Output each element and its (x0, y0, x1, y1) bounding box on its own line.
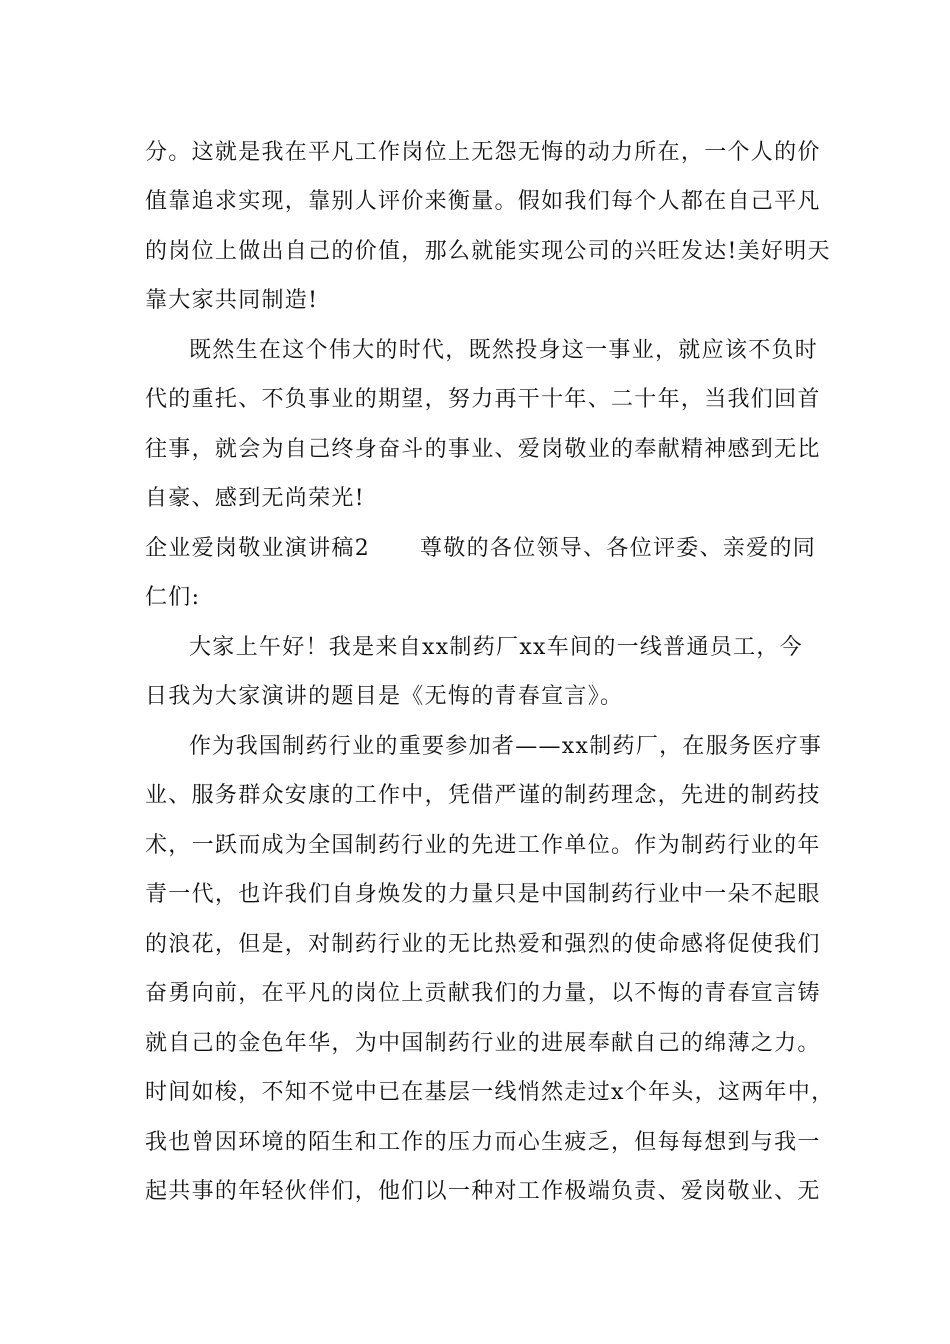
speech-title: 企业爱岗敬业演讲稿2 (145, 536, 370, 561)
paragraph-line: 分。这就是我在平凡工作岗位上无怨无悔的动力所在，一个人的价 (145, 140, 821, 165)
paragraph-line: 值靠追求实现，靠别人评价来衡量。假如我们每个人都在自己平凡 (145, 189, 821, 214)
paragraph-line: 自豪、感到无尚荣光! (145, 486, 365, 511)
paragraph-line: 靠大家共同制造! (145, 288, 319, 313)
paragraph-line: 作为我国制药行业的重要参加者——xx制药厂，在服务医疗事 (189, 734, 823, 759)
paragraph-line: 大家上午好！我是来自xx制药厂xx车间的一线普通员工，今 (189, 635, 804, 660)
paragraph-line: 日我为大家演讲的题目是《无悔的青春宣言》。 (145, 684, 624, 709)
speech-heading-line (145, 531, 825, 567)
paragraph-line: 代的重托、不负事业的期望，努力再干十年、二十年，当我们回首 (145, 387, 821, 412)
paragraph-line: 青一代，也许我们自身焕发的力量只是中国制药行业中一朵不起眼 (145, 882, 821, 907)
paragraph-line: 术，一跃而成为全国制药行业的先进工作单位。作为制药行业的年 (145, 833, 821, 858)
paragraph-line: 就自己的金色年华，为中国制药行业的进展奉献自己的绵薄之力。 (145, 1031, 821, 1056)
speech-greeting: 尊敬的各位领导、各位评委、亲爱的同 (420, 536, 817, 561)
paragraph-line: 业、服务群众安康的工作中，凭借严谨的制药理念，先进的制药技 (145, 783, 821, 808)
paragraph-line: 仁们: (145, 585, 201, 610)
paragraph-line: 时间如梭，不知不觉中已在基层一线悄然走过x个年头，这两年中， (145, 1080, 835, 1105)
paragraph-line: 奋勇向前，在平凡的岗位上贡献我们的力量，以不悔的青春宣言铸 (145, 981, 821, 1006)
paragraph-line: 我也曾因环境的陌生和工作的压力而心生疲乏，但每每想到与我一 (145, 1130, 821, 1155)
paragraph-line: 往事，就会为自己终身奋斗的事业、爱岗敬业的奉献精神感到无比 (145, 437, 821, 462)
paragraph-line: 的浪花，但是，对制药行业的无比热爱和强烈的使命感将促使我们 (145, 932, 821, 957)
paragraph-line: 起共事的年轻伙伴们，他们以一种对工作极端负责、爱岗敬业、无 (145, 1179, 821, 1204)
paragraph-line: 的岗位上做出自己的价值，那么就能实现公司的兴旺发达!美好明天 (145, 239, 831, 264)
paragraph-line: 既然生在这个伟大的时代，既然投身这一事业，就应该不负时 (189, 338, 819, 363)
